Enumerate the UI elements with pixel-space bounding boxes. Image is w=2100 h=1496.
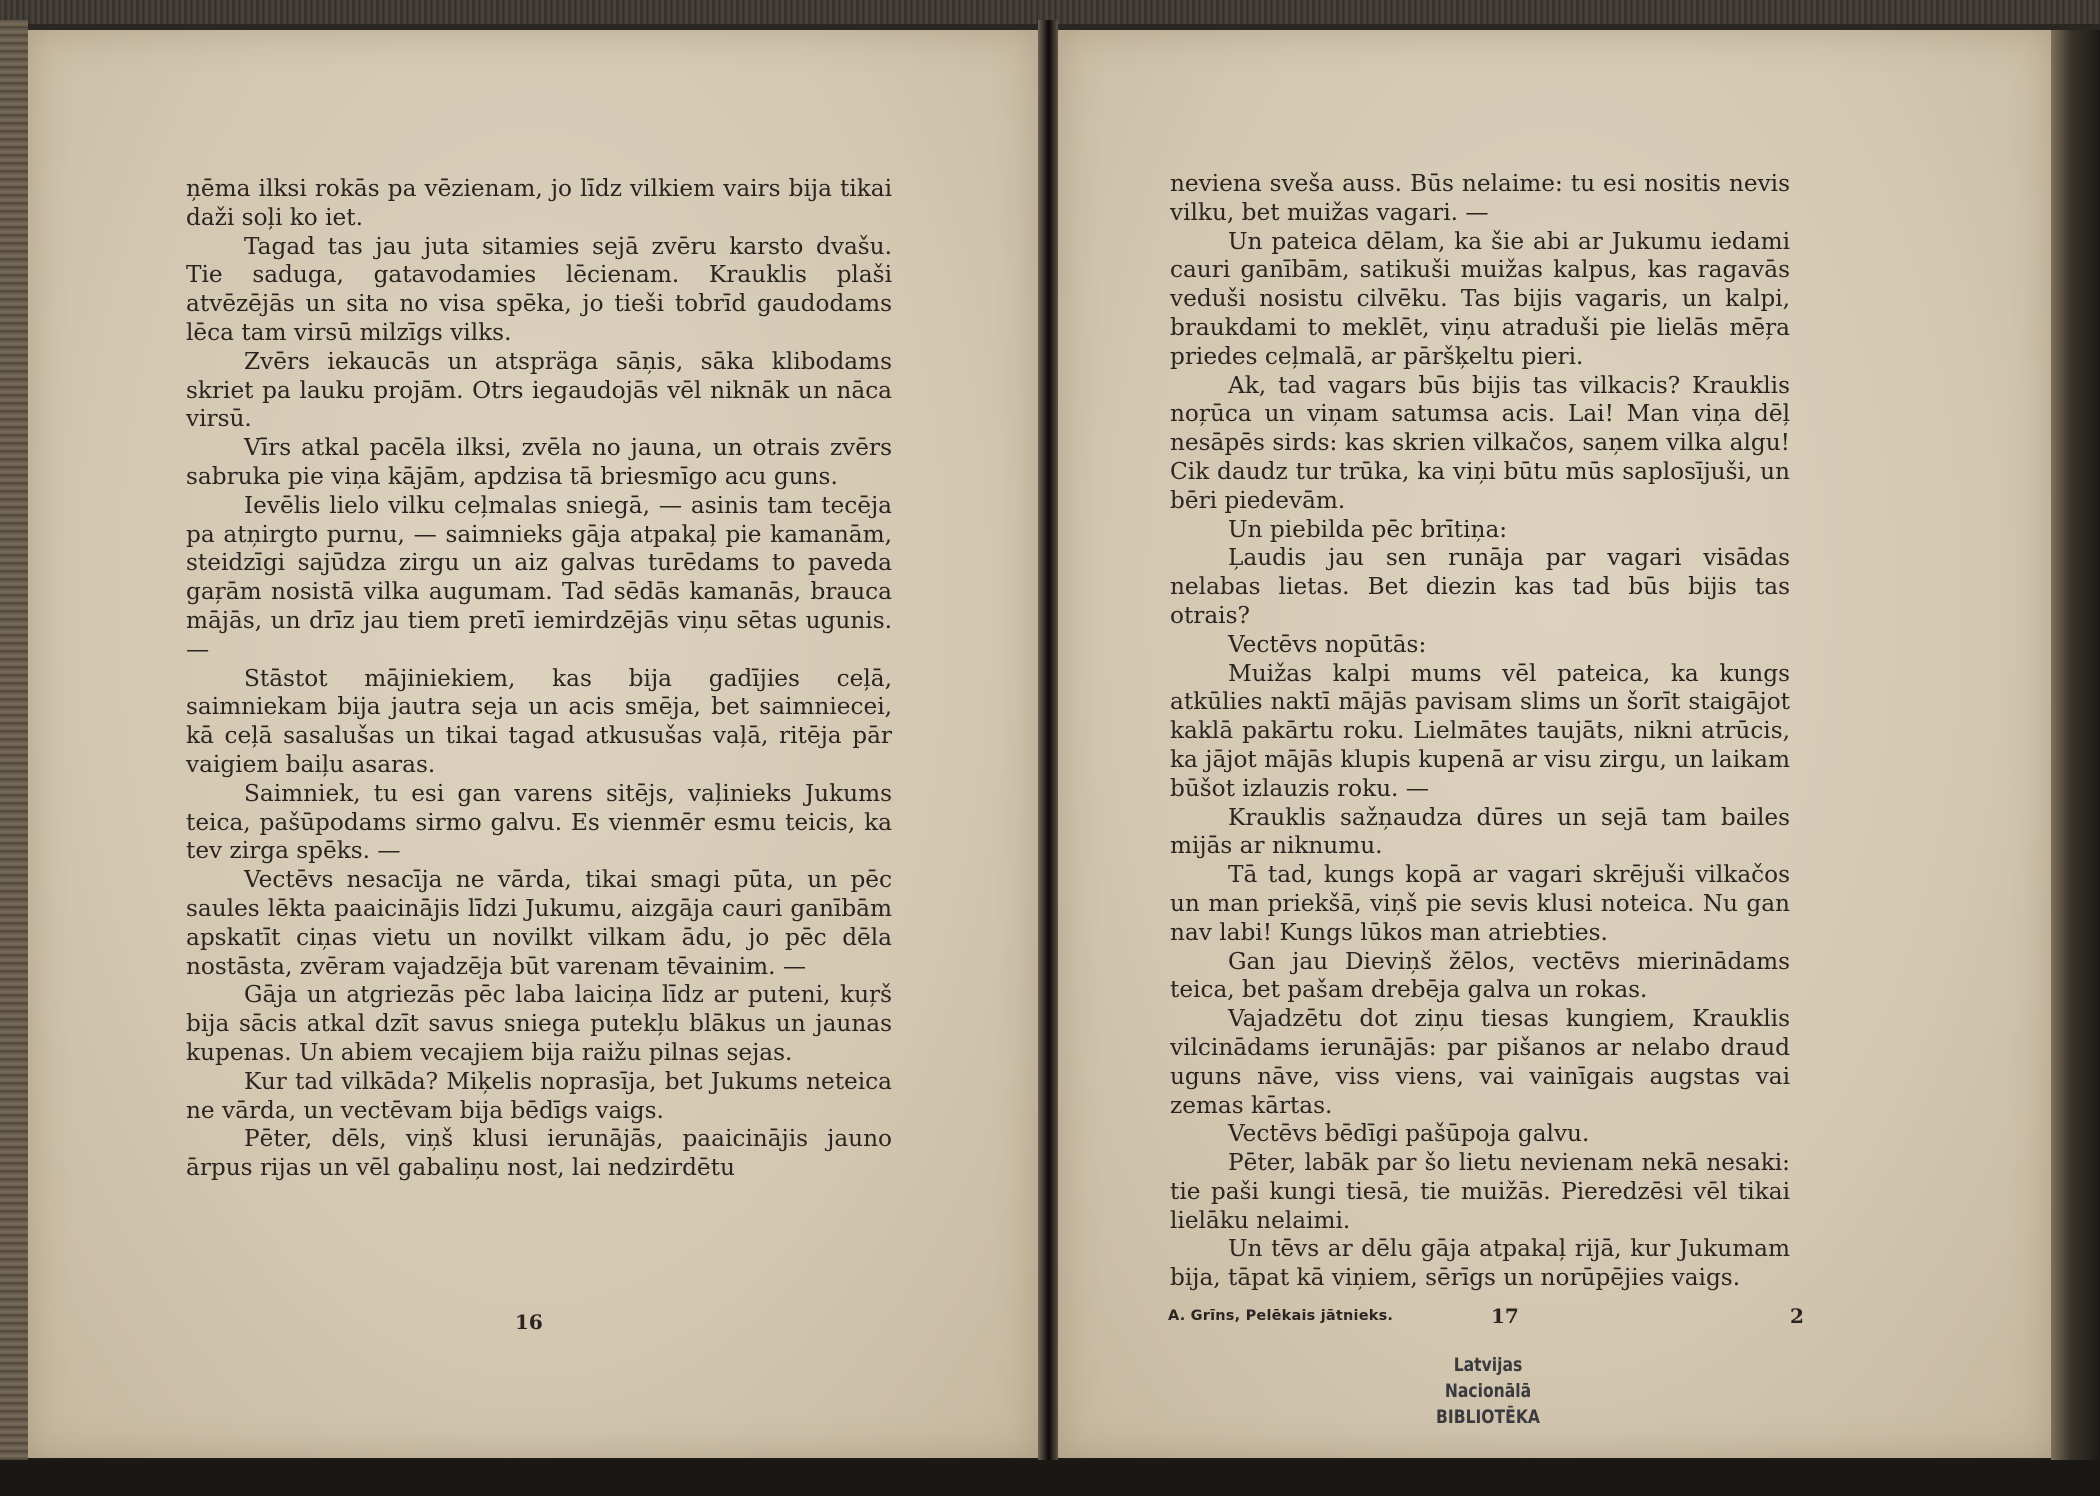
paragraph: neviena sveša auss. Būs nelaime: tu esi nositis nevis vilku, bet muižas vagari. — bbox=[1170, 170, 1790, 226]
library-stamp bbox=[1418, 1352, 1557, 1430]
paragraph: Vīrs atkal pacēla ilksi, zvēla no jauna, un otrais zvērs sabruka pie viņa kājām, apdzisa tā briesmīgo acu guns. bbox=[186, 434, 892, 490]
left-page-text bbox=[186, 175, 892, 1183]
library-stamp-line2: BIBLIOTĒKA bbox=[1436, 1406, 1540, 1428]
book-cover-right-edge bbox=[2051, 30, 2100, 1460]
paragraph: Vectēvs nopūtās: bbox=[1228, 630, 1427, 658]
left-page bbox=[28, 30, 1040, 1458]
paragraph: Gan jau Dieviņš žēlos, vectēvs mierinādams teica, bet pašam drebēja galva un rokas. bbox=[1170, 947, 1790, 1004]
paragraph: Pēter, dēls, viņš klusi ierunājās, paaicinājis jauno ārpus rijas un vēl gabaliņu nost, lai nedzirdētu bbox=[186, 1125, 892, 1182]
right-page bbox=[1058, 30, 2051, 1458]
paragraph: Krauklis sažņaudza dūres un sejā tam bailes mijās ar niknumu. bbox=[1170, 803, 1790, 860]
left-page-number: 16 bbox=[515, 1310, 543, 1334]
paragraph: Gāja un atgriezās pēc laba laiciņa līdz ar puteni, kuŗš bija sācis atkal dzīt savus sniega putekļu blākus un jaunas kupenas. Un abiem vecajiem bija raižu pilnas sejas. bbox=[186, 981, 892, 1066]
right-page-number: 17 bbox=[1491, 1304, 1519, 1328]
paragraph: Un tēvs ar dēlu gāja atpakaļ rijā, kur Jukumam bija, tāpat kā viņiem, sērīgs un norūpējies vaigs. bbox=[1170, 1235, 1790, 1292]
right-page-text bbox=[1170, 170, 1790, 1293]
paragraph: ņēma ilksi rokās pa vēzienam, jo līdz vilkiem vairs bija tikai daži soļi ko iet. bbox=[186, 175, 892, 231]
paragraph: Un piebilda pēc brītiņa: bbox=[1228, 515, 1508, 543]
scan-bottom-band bbox=[0, 1460, 2100, 1496]
paragraph: Vectēvs bēdīgi pašūpoja galvu. bbox=[1228, 1120, 1590, 1148]
paragraph: Pēter, labāk par šo lietu nevienam nekā nesaki: tie paši kungi tiesā, tie muižās. Pieredzēsi vēl tikai lielāku nelaimi. bbox=[1170, 1149, 1790, 1234]
book-cover-left-edge bbox=[0, 20, 28, 1460]
paragraph: Ievēlis lielo vilku ceļmalas sniegā, — asinis tam tecēja pa atņirgto purnu, — saimnieks gāja atpakaļ pie kamanām, steidzīgi sajūdza zirgu un aiz galvas turēdams to paveda gaŗām nosistā vilka augumam. Tad sēdās kamanās, brauca mājās, un drīz jau tiem pretī iemirdzējās viņu sētas ugunis. — bbox=[186, 491, 892, 663]
paragraph: Kur tad vilkāda? Miķelis noprasīja, bet Jukums neteica ne vārda, un vectēvam bija bēdīgs vaigs. bbox=[186, 1067, 892, 1124]
paragraph: Vajadzētu dot ziņu tiesas kungiem, Krauklis vilcinādams ierunājās: par pišanos ar nelabo draud uguns nāve, viss viens, vai vainīgais augstas vai zemas kārtas. bbox=[1170, 1005, 1790, 1119]
paragraph: Vectēvs nesacīja ne vārda, tikai smagi pūta, un pēc saules lēkta paaicinājis līdzi Jukumu, aizgāja cauri ganībām apskatīt ciņas vietu un novilkt vilkam ādu, jo pēc dēla nostāsta, zvēram vajadzēja būt varenam tēvainim. — bbox=[186, 866, 892, 980]
signature-mark: 2 bbox=[1790, 1304, 1804, 1328]
library-stamp-line1: Latvijas Nacionālā bbox=[1444, 1354, 1532, 1402]
paragraph: Stāstot mājiniekiem, kas bija gadījies ceļā, saimniekam bija jautra seja un acis smēja, bet saimniecei, kā ceļā sasalušas un tikai tagad atkusušas vaļā, ritēja pār vaigiem baiļu asaras. bbox=[186, 664, 892, 778]
paragraph: Ak, tad vagars būs bijis tas vilkacis? Krauklis noŗūca un viņam satumsa acis. Lai! Man viņa dēļ nesāpēs sirds: kas skrien vilkačos, saņem vilka algu! Cik daudz tur trūka, ka viņi būtu mūs saplosījuši, un bēri piedevām. bbox=[1170, 371, 1790, 514]
printer-signature: A. Grīns, Pelēkais jātnieks. bbox=[1168, 1308, 1394, 1324]
paragraph: Muižas kalpi mums vēl pateica, ka kungs atkūlies naktī mājās pavisam slims un šorīt staigājot kaklā pakārtu roku. Lielmātes taujāts, nikni atrūcis, ka jājot mājās klupis kupenā ar visu zirgu, un laikam būšot izlauzis roku. — bbox=[1170, 659, 1790, 802]
paragraph: Tagad tas jau juta sitamies sejā zvēru karsto dvašu. Tie saduga, gatavodamies lēcienam. Krauklis plaši atvēzējās un sita no visa spēka, jo tieši tobrīd gaudodams lēca tam virsū milzīgs vilks. bbox=[186, 232, 892, 346]
paragraph: Saimniek, tu esi gan varens sitējs, vaļinieks Jukums teica, pašūpodams sirmo galvu. Es vienmēr esmu teicis, ka tev zirga spēks. — bbox=[186, 779, 892, 865]
paragraph: Tā tad, kungs kopā ar vagari skrējuši vilkačos un man priekšā, viņš pie sevis klusi noteica. Nu gan nav labi! Kungs lūkos man atriebties. bbox=[1170, 861, 1790, 946]
paragraph: Ļaudis jau sen runāja par vagari visādas nelabas lietas. Bet diezin kas tad būs bijis tas otrais? bbox=[1170, 544, 1790, 629]
book-gutter bbox=[1038, 20, 1058, 1465]
paragraph: Zvērs iekaucās un atspräga sāņis, sāka klibodams skriet pa lauku projām. Otrs iegaudojās vēl niknāk un nāca virsū. bbox=[186, 347, 892, 433]
paragraph: Un pateica dēlam, ka šie abi ar Jukumu iedami cauri ganībām, satikuši muižas kalpus, kas ragavās veduši nosistu cilvēku. Tas bijis vagaris, un kalpi, braukdami to meklēt, viņu atraduši pie lielās mēŗa priedes ceļmalā, ar pāršķeltu pieri. bbox=[1170, 227, 1790, 370]
